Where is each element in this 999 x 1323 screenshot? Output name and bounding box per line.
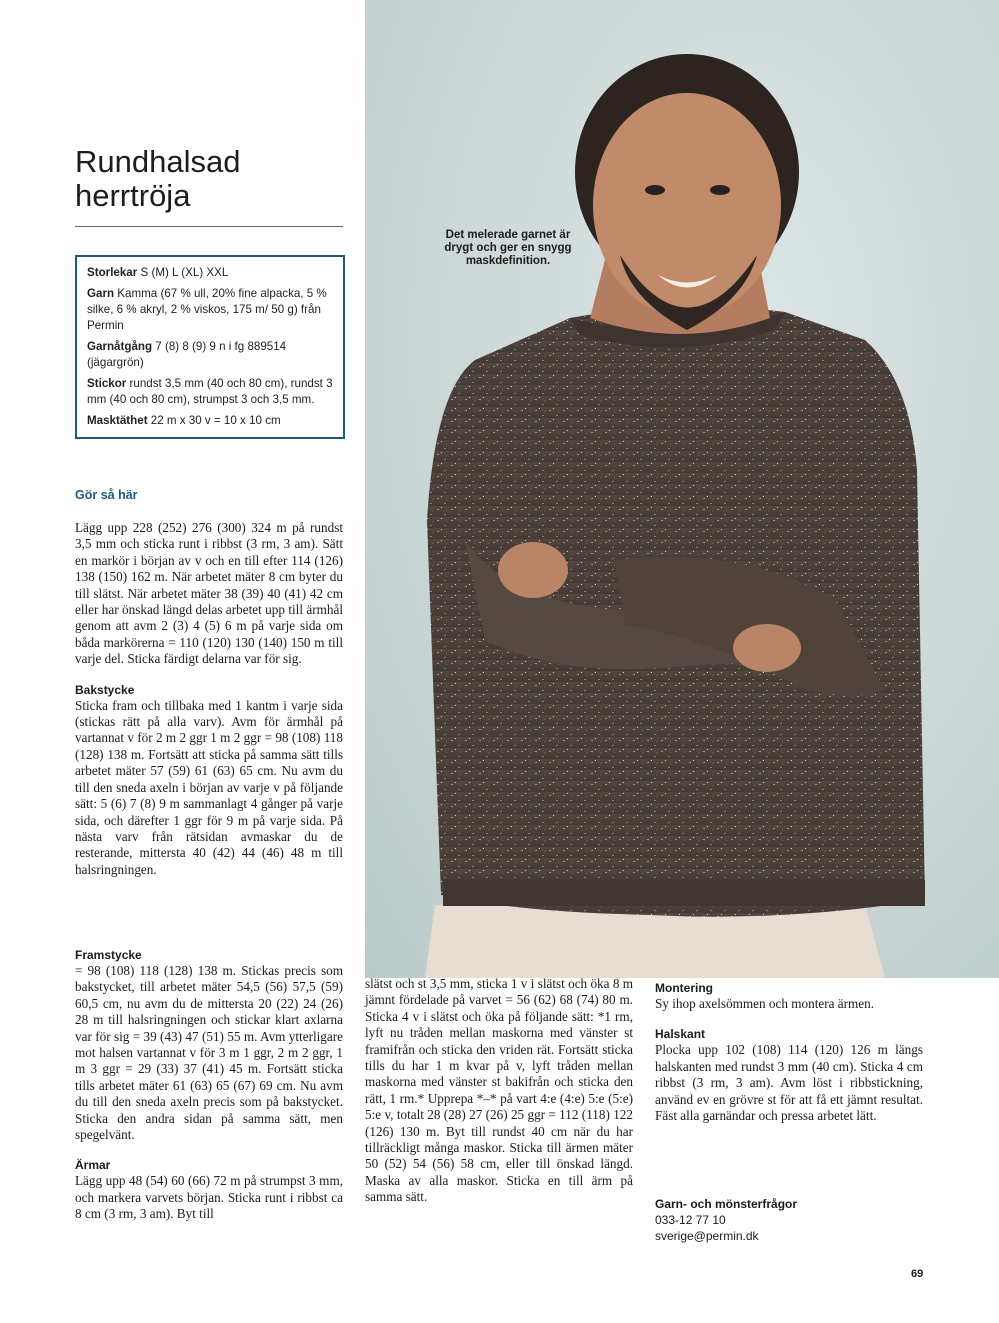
back-text: Sticka fram och tillbaka med 1 kantm i varje sida (stickas rätt på alla varv). Avm för ärmhål på vartannat v för 2 m 2 ggr 1 m 2 ggr = 98 (108) 118 (128) 138 m. Fortsätt att sticka på samma sätt tills arbetet mäter 57 (59) 61 (63) 65 cm. Nu avm du till den sneda axeln i början av varje v på följande sätt: 5 (6) 7 (8) 9 m sammanlagt 4 gånger på varje sida, och därefter 1 ggr för 9 m på varje sida. På nästa varv från rätsidan avmaskar du de resterande, mittersta 40 (42) 44 (46) 48 m till halsringningen.	[75, 697, 343, 877]
sleeves-heading: Ärmar	[75, 1158, 111, 1173]
pattern-info-box	[75, 255, 345, 439]
front-text: = 98 (108) 118 (128) 138 m. Stickas precis som bakstycket, till arbetet mäter 54,5 (56) 57,5 (59) 60,5 cm, nu avm du de mittersta 20 (22) 24 (26) 28 m till halsringningen och stickar klart axlarna var för sig = 39 (43) 47 (51) 55 m. Avm ytterligare mot halsen vartannat v för 3 m 1 ggr, 2 m 2 ggr, 1 m 3 ggr = 29 (33) 37 (41) 45 m. Fortsätt sticka tills arbetet mäter 61 (63) 65 (67) 69 cm. Nu avm du till den sneda axeln precis som på bakstycket. Sticka den andra sidan på samma sätt, men spegelvänt.	[75, 963, 343, 1143]
column-2	[365, 976, 633, 1206]
intro-text: Lägg upp 228 (252) 276 (300) 324 m på rundst 3,5 mm och sticka runt i ribbst (3 rm, 3 am). Sätt en markör i början av v och en till efter 114 (126) 138 (150) 162 m. När arbetet mäter 8 cm byter du till slätst. När arbetet mäter 38 (39) 40 (41) 42 cm eller har önskad längd delas arbetet upp till ärmhål genom att avm 2 (3) 4 (5) 6 m på varje sida om båda markörerna = 110 (120) 130 (140) 150 m till varje del. Sticka färdigt delarna var för sig.	[75, 520, 343, 667]
assembly-heading: Montering	[655, 981, 713, 995]
method-heading: Gör så här	[75, 488, 138, 502]
page-title	[75, 145, 345, 213]
contact-heading: Garn- och mönsterfrågor	[655, 1197, 798, 1211]
title-divider	[75, 226, 343, 227]
info-sizes: Storlekar S (M) L (XL) XXL	[87, 266, 229, 279]
column-1-bottom	[75, 947, 343, 1223]
title-line-2: herrtröja	[75, 178, 191, 213]
info-yarn: Garn Kamma (67 % ull, 20% fine alpacka, 5 % silke, 6 % akryl, 2 % viskos, 175 m/ 50 g) från Permin	[87, 287, 327, 332]
title-line-1: Rundhalsad	[75, 144, 241, 179]
contact-phone: 033-12 77 10	[655, 1213, 726, 1227]
sleeves-text-continued: slätst och st 3,5 mm, sticka 1 v i slätst och öka 8 m jämnt fördelade på varvet = 56 (62) 68 (74) 80 m. Sticka 4 v i slätst och öka på följande sätt: *1 rm, lyft nu tråden mellan maskorna med vänster st framifrån och sticka den vriden rät. Fortsätt sticka tills du har 1 m kvar på v, lyft tråden mellan maskorna med vänster st bakifrån och sticka den rätt, 1 rm.* Upprepa *–* på vart 4:e (4:e) 5:e (5:e) 5:e v, totalt 28 (28) 27 (26) 25 ggr = 112 (118) 122 (126) 130 m. Byt till rundst 40 cm när du har tillräckligt många maskor. Sticka till ärmen mäter 50 (52) 54 (56) 58 cm, eller till önskad längd. Maska av alla maskor. Sticka en till ärm på samma sätt.	[365, 976, 633, 1205]
column-3	[655, 980, 923, 1124]
photo-illustration	[365, 0, 999, 978]
info-usage: Garnåtgång 7 (8) 8 (9) 9 n i fg 889514 (jägargrön)	[87, 340, 287, 369]
sleeves-text: Lägg upp 48 (54) 60 (66) 72 m på strumpst 3 mm, och markera varvets början. Sticka runt i ribbst ca 8 cm (3 rm, 3 am). Byt till	[75, 1173, 343, 1222]
info-needles: Stickor rundst 3,5 mm (40 och 80 cm), rundst 3 mm (40 och 80 cm), strumpst 3 och 3,5 mm.	[87, 377, 333, 406]
photo-caption: Det melerade garnet är drygt och ger en snygg maskdefinition.	[444, 229, 572, 267]
page-number: 69	[911, 1268, 924, 1280]
contact-email[interactable]: sverige@permin.dk	[655, 1229, 759, 1243]
neckband-text: Plocka upp 102 (108) 114 (120) 126 m längs halskanten med rundst 3 mm (40 cm). Sticka 4 cm ribbst (3 rm, 3 am). Avm löst i ribbstickning, använd ev en grövre st för att få ett jämnt resultat. Fäst alla garnändar och pressa arbetet lätt.	[655, 1042, 923, 1124]
column-1-top	[75, 520, 343, 878]
model-photo	[365, 0, 999, 978]
neckband-heading: Halskant	[655, 1027, 706, 1042]
front-heading: Framstycke	[75, 948, 142, 962]
assembly-text: Sy ihop axelsömmen och montera ärmen.	[655, 996, 875, 1011]
back-heading: Bakstycke	[75, 682, 135, 697]
contact-block	[655, 1196, 797, 1244]
info-gauge: Masktäthet 22 m x 30 v = 10 x 10 cm	[87, 414, 281, 427]
